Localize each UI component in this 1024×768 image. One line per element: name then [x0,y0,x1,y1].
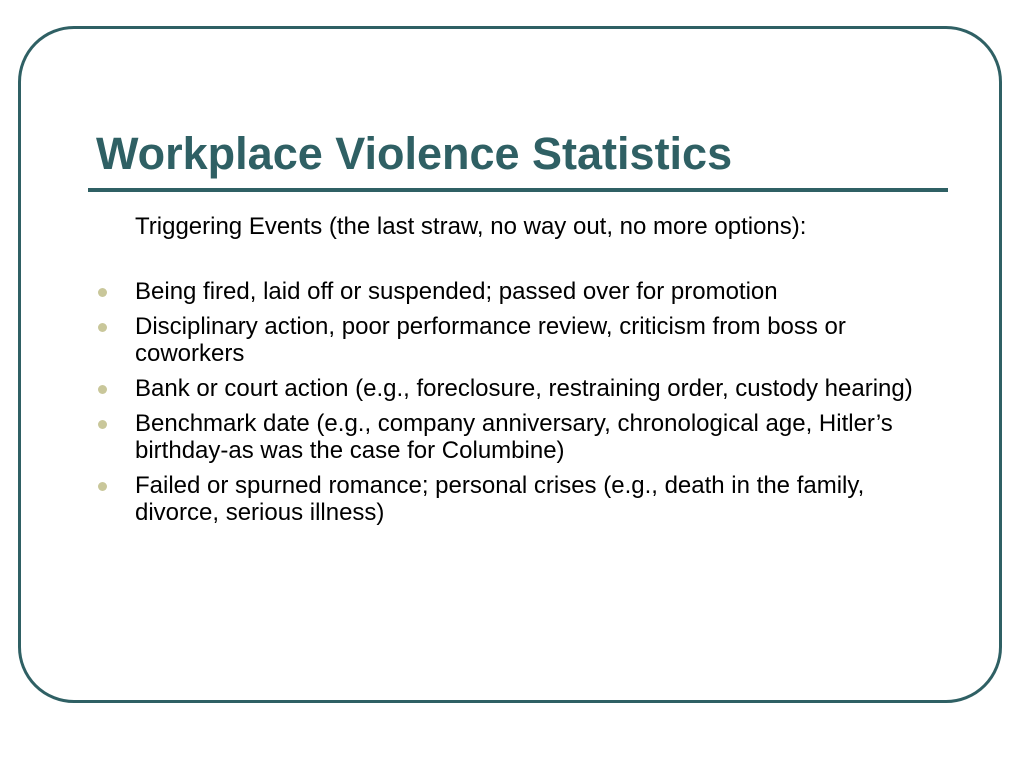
bullet-text: Benchmark date (e.g., company anniversary, chronological age, Hitler’s birthday-as was the case for Columbine) [135,410,893,464]
bullet-dot-icon [98,385,107,394]
bullet-dot-icon [98,482,107,491]
bullet-text: Being fired, laid off or suspended; passed over for promotion [135,278,778,305]
bullet-dot-icon [98,288,107,297]
bullet-item [96,410,946,464]
slide-content [96,213,946,534]
bullet-list [96,278,946,526]
bullet-text: Bank or court action (e.g., foreclosure, restraining order, custody hearing) [135,375,913,402]
bullet-dot-icon [98,323,107,332]
bullet-item [96,278,946,305]
bullet-text: Failed or spurned romance; personal crises (e.g., death in the family, divorce, serious illness) [135,472,865,526]
bullet-item [96,375,946,402]
bullet-dot-icon [98,420,107,429]
bullet-item [96,472,946,526]
bullet-item [96,313,946,367]
bullet-text: Disciplinary action, poor performance review, criticism from boss or coworkers [135,313,846,367]
intro-text: Triggering Events (the last straw, no way out, no more options): [135,213,807,240]
slide-title: Workplace Violence Statistics [96,128,733,179]
title-divider [88,188,948,192]
